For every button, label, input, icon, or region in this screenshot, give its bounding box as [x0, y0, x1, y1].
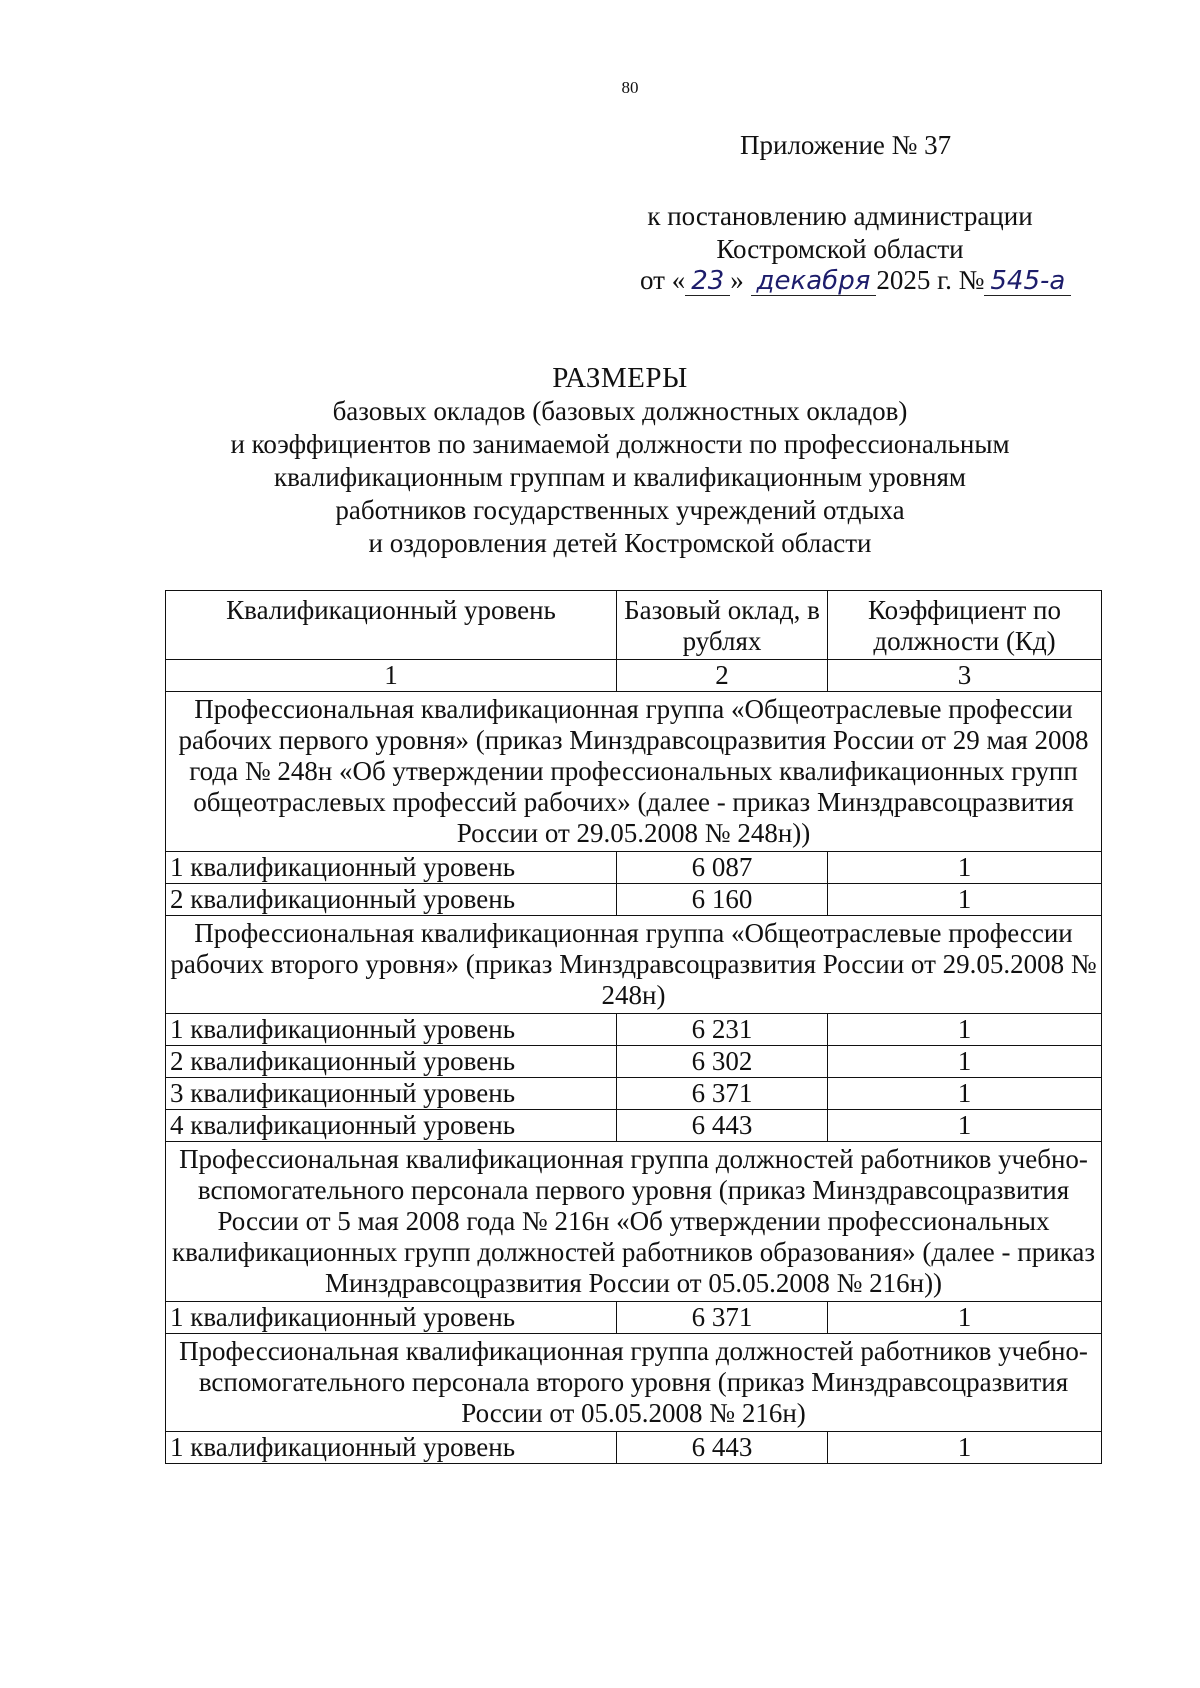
coefficient-cell: 1	[828, 884, 1102, 916]
salary-cell: 6 443	[617, 1432, 828, 1464]
coefficient-cell: 1	[828, 1078, 1102, 1110]
handwritten-day: 23	[685, 267, 730, 296]
salary-cell: 6 231	[617, 1014, 828, 1046]
coefficient-cell: 1	[828, 1046, 1102, 1078]
heading-title: РАЗМЕРЫ	[552, 362, 688, 394]
table-header-row	[166, 591, 1102, 660]
level-cell: 2 квалификационный уровень	[166, 884, 617, 916]
salary-cell: 6 087	[617, 852, 828, 884]
level-cell: 1 квалификационный уровень	[166, 1014, 617, 1046]
group-title: Профессиональная квалификационная группа должностей работников учебно-вспомогательного персонала первого уровня (приказ Минздравсоцразвития России от 5 мая 2008 года № 216н «Об утверждении профессиональных квалификационных групп должностей работников образования» (далее - приказ Минздравсоцразвития России от 05.05.2008 № 216н))	[166, 1142, 1102, 1302]
header-salary: Базовый оклад, в рублях	[617, 591, 828, 660]
heading-line: и коэффициентов по занимаемой должности по профессиональным	[230, 429, 1010, 459]
group-row	[166, 1142, 1102, 1302]
heading-line: работников государственных учреждений отдыха	[335, 495, 905, 525]
level-cell: 2 квалификационный уровень	[166, 1046, 617, 1078]
salary-table	[165, 590, 1102, 1464]
salary-cell: 6 302	[617, 1046, 828, 1078]
level-cell: 1 квалификационный уровень	[166, 1432, 617, 1464]
salary-cell: 6 160	[617, 884, 828, 916]
page-number: 80	[621, 78, 639, 97]
year-text: 2025 г. №	[876, 265, 985, 295]
date-mid: »	[730, 265, 744, 295]
table-row	[166, 1110, 1102, 1142]
column-number: 2	[617, 660, 828, 692]
salary-cell: 6 371	[617, 1078, 828, 1110]
heading-line: базовых окладов (базовых должностных окладов)	[332, 396, 908, 426]
group-title: Профессиональная квалификационная группа должностей работников учебно-вспомогательного персонала второго уровня (приказ Минздравсоцразвития России от 05.05.2008 № 216н)	[166, 1334, 1102, 1432]
column-number: 1	[166, 660, 617, 692]
resolution-date-line	[640, 265, 1071, 296]
heading-line: и оздоровления детей Костромской области	[368, 528, 872, 558]
salary-cell: 6 443	[617, 1110, 828, 1142]
coefficient-cell: 1	[828, 852, 1102, 884]
group-row	[166, 916, 1102, 1014]
appendix-subtitle	[630, 200, 1050, 266]
table-row	[166, 1302, 1102, 1334]
appendix-line-2: Костромской области	[716, 234, 964, 264]
salary-cell: 6 371	[617, 1302, 828, 1334]
coefficient-cell: 1	[828, 1302, 1102, 1334]
header-level: Квалификационный уровень	[166, 591, 617, 660]
table-row	[166, 852, 1102, 884]
appendix-line-1: к постановлению администрации	[647, 201, 1033, 231]
group-title: Профессиональная квалификационная группа «Общеотраслевые профессии рабочих первого уровня» (приказ Минздравсоцразвития России от 29 мая 2008 года № 248н «Об утверждении профессиональных квалификационных групп общеотраслевых профессий рабочих» (далее - приказ Минздравсоцразвития России от 29.05.2008 № 248н))	[166, 692, 1102, 852]
handwritten-month: декабря	[751, 267, 877, 296]
handwritten-number: 545-а	[984, 267, 1071, 296]
document-heading	[150, 362, 1090, 560]
coefficient-cell: 1	[828, 1014, 1102, 1046]
coefficient-cell: 1	[828, 1110, 1102, 1142]
group-row	[166, 1334, 1102, 1432]
table-row	[166, 1432, 1102, 1464]
group-row	[166, 692, 1102, 852]
date-prefix: от «	[640, 265, 686, 295]
table-row	[166, 1078, 1102, 1110]
coefficient-cell: 1	[828, 1432, 1102, 1464]
heading-line: квалификационным группам и квалификационным уровням	[274, 462, 966, 492]
table-row	[166, 884, 1102, 916]
table-row	[166, 1014, 1102, 1046]
level-cell: 1 квалификационный уровень	[166, 1302, 617, 1334]
group-title: Профессиональная квалификационная группа «Общеотраслевые профессии рабочих второго уровня» (приказ Минздравсоцразвития России от 29.05.2008 № 248н)	[166, 916, 1102, 1014]
table-row	[166, 1046, 1102, 1078]
level-cell: 3 квалификационный уровень	[166, 1078, 617, 1110]
column-number: 3	[828, 660, 1102, 692]
header-coefficient: Коэффициент по должности (Кд)	[828, 591, 1102, 660]
level-cell: 1 квалификационный уровень	[166, 852, 617, 884]
appendix-title: Приложение № 37	[740, 130, 952, 160]
column-number-row	[166, 660, 1102, 692]
level-cell: 4 квалификационный уровень	[166, 1110, 617, 1142]
